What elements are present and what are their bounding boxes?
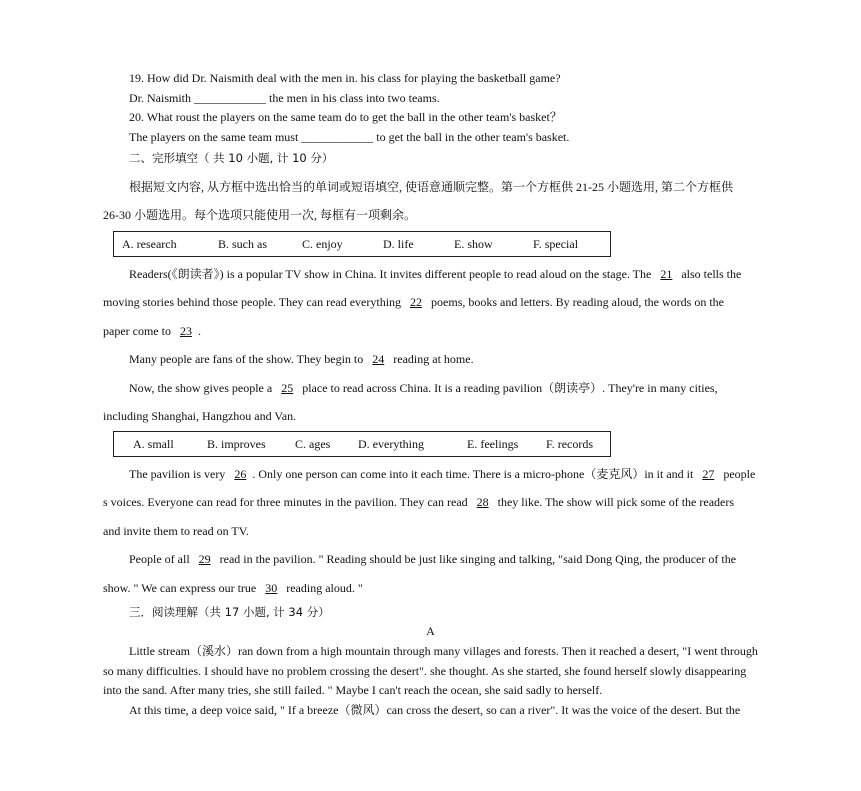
box1-option-d: D. life xyxy=(383,237,414,251)
passage-line-10: People of all 29 read in the pavilion. " Reading should be just like singing and talking, "said Dong Qing, the producer of the xyxy=(129,552,737,566)
question-19: 19. How did Dr. Naismith deal with the men in. his class for playing the basketball game? xyxy=(129,71,561,85)
section-2-instruction-line2: 26-30 小题选用。每个选项只能使用一次, 每框有一项剩余。 xyxy=(103,208,416,222)
passage-line-6: including Shanghai, Hangzhou and Van. xyxy=(103,409,297,423)
blank-23: 23 xyxy=(179,324,192,338)
blank-30: 30 xyxy=(265,581,278,595)
box2-option-a: A. small xyxy=(133,437,174,451)
reading-line-2: so many difficulties. I should have no problem crossing the desert". she thought. As she started, she found herself slowly disappearing xyxy=(103,664,747,678)
passage-line-7: The pavilion is very 26 . Only one person can come into it each time. There is a micro-phone（麦克风）in it and it 27 people xyxy=(129,467,756,481)
word-box-1 xyxy=(113,231,611,257)
box2-option-b: B. improves xyxy=(207,437,266,451)
blank-27: 27 xyxy=(702,467,715,481)
reading-line-3: into the sand. After many tries, she still failed. " Maybe I can't reach the ocean, she said sadly to herself. xyxy=(103,683,603,697)
passage-line-1: Readers(《朗读者》) is a popular TV show in China. It invites different people to read aloud on the stage. The 21 also tells the xyxy=(129,267,742,281)
reading-line-1: Little stream（溪水）ran down from a high mountain through many villages and forests. Then it reached a desert, "I went through xyxy=(129,644,758,658)
word-box-2 xyxy=(113,431,611,457)
box1-option-c: C. enjoy xyxy=(302,237,343,251)
answer-19: Dr. Naismith ____________ the men in his class into two teams. xyxy=(129,91,440,105)
blank-22: 22 xyxy=(410,295,423,309)
box1-option-a: A. research xyxy=(122,237,177,251)
passage-line-8: s voices. Everyone can read for three minutes in the pavilion. They can read 28 they like. The show will pick some of the readers xyxy=(103,495,735,509)
answer-20: The players on the same team must ____________ to get the ball in the other team's basket. xyxy=(129,130,570,144)
passage-line-9: and invite them to read on TV. xyxy=(103,524,249,538)
box2-option-c: C. ages xyxy=(295,437,331,451)
blank-24: 24 xyxy=(372,352,385,366)
box1-option-e: E. show xyxy=(454,237,493,251)
box2-option-f: F. records xyxy=(546,437,594,451)
question-20: 20. What roust the players on the same team do to get the ball in the other team's basket？ xyxy=(129,110,562,124)
blank-21: 21 xyxy=(660,267,673,281)
passage-line-4: Many people are fans of the show. They begin to 24 reading at home. xyxy=(129,352,474,366)
blank-25: 25 xyxy=(281,381,294,395)
passage-line-11: show. " We can express our true 30 reading aloud. " xyxy=(103,581,363,595)
blank-29: 29 xyxy=(198,552,211,566)
passage-line-3: paper come to 23 . xyxy=(103,324,201,338)
section-2-title: 二、完形填空（ 共 10 小题, 计 10 分） xyxy=(129,151,334,165)
passage-line-2: moving stories behind those people. They can read everything 22 poems, books and letters. By reading aloud, the words on the xyxy=(103,295,724,309)
reading-line-4: At this time, a deep voice said, " If a breeze（微风）can cross the desert, so can a river". It was the voice of the desert. But the xyxy=(129,703,741,717)
box2-option-e: E. feelings xyxy=(467,437,519,451)
passage-label: A xyxy=(426,624,435,638)
section-2-instruction-line1: 根据短文内容, 从方框中选出恰当的单词或短语填空, 使语意通顺完整。第一个方框供 21-25 小题选用, 第二个方框供 xyxy=(129,180,734,194)
blank-26: 26 xyxy=(234,467,247,481)
blank-28: 28 xyxy=(476,495,489,509)
box2-option-d: D. everything xyxy=(358,437,424,451)
box1-option-f: F. special xyxy=(533,237,579,251)
passage-line-5: Now, the show gives people a 25 place to read across China. It is a reading pavilion（朗读亭）. They're in many cities, xyxy=(129,381,718,395)
box1-option-b: B. such as xyxy=(218,237,267,251)
section-3-title: 三．阅读理解（共 17 小题, 计 34 分） xyxy=(129,605,330,619)
